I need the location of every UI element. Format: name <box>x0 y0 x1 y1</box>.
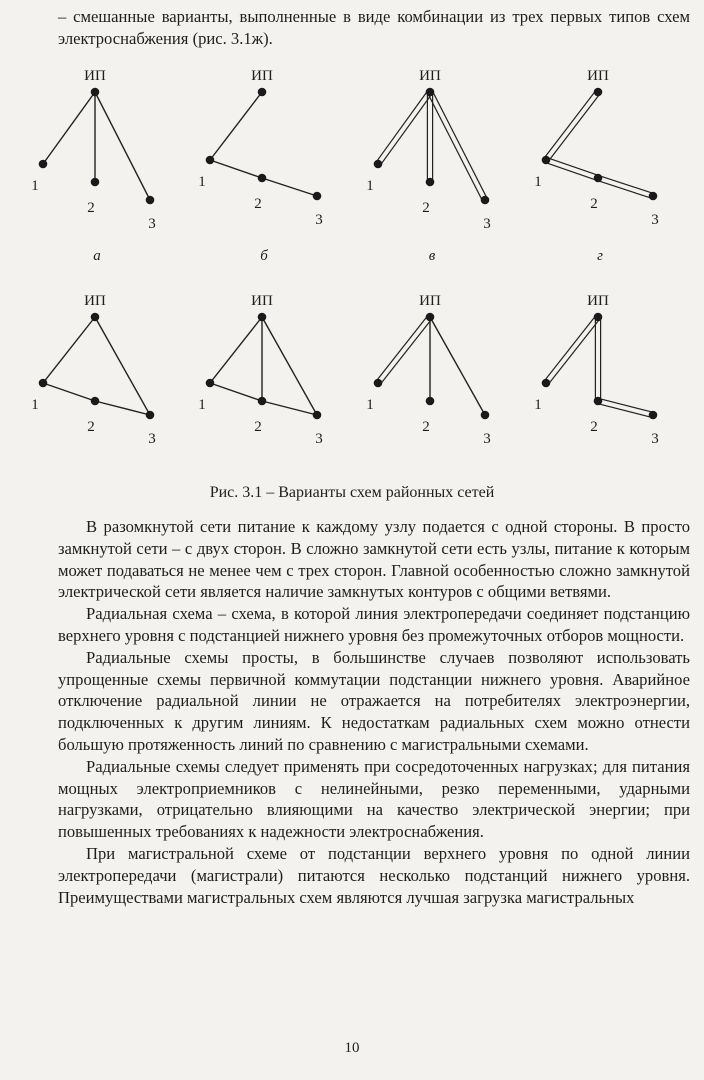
variant-3-node-label-1: 1 <box>366 178 374 194</box>
variant-1-node-ip <box>91 88 100 97</box>
variant-3-link-ip-3-a <box>428 93 483 201</box>
variant-4-link-ip-1-b <box>548 94 600 162</box>
variant-5-node-label-3: 3 <box>148 431 156 447</box>
body-text <box>58 516 690 908</box>
variant-4-link-1-2-a <box>545 162 597 180</box>
variant-5-link-ip-1 <box>43 317 95 383</box>
variant-6-node-label-2: 2 <box>254 419 262 435</box>
variant-5-node-label-2: 2 <box>87 419 95 435</box>
variant-4-node-label-2: 2 <box>590 196 598 212</box>
variant-1-source-label: ИП <box>84 68 106 84</box>
variant-5-node-3 <box>146 411 155 420</box>
variant-8-node-label-1: 1 <box>534 397 542 413</box>
variant-4-label: г <box>597 248 603 264</box>
variant-4-node-label-1: 1 <box>534 174 542 190</box>
variant-3-node-2 <box>426 178 435 187</box>
variant-8-node-label-2: 2 <box>590 419 598 435</box>
variant-7-node-2 <box>426 397 435 406</box>
variant-6-node-ip <box>258 313 267 322</box>
variant-5-link-1-2 <box>43 383 95 401</box>
variant-4-link-ip-1-a <box>544 90 596 158</box>
variant-6-link-ip-1 <box>210 317 262 383</box>
variant-3-source-label: ИП <box>419 68 441 84</box>
variant-4-link-2-3-b <box>599 176 654 194</box>
variant-3-label: в <box>428 248 436 264</box>
variant-2-node-label-2: 2 <box>254 196 262 212</box>
variant-4-node-label-3: 3 <box>651 212 659 228</box>
variant-8-node-3 <box>649 411 658 420</box>
variant-5-link-2-3 <box>95 401 150 415</box>
variant-5-source-label: ИП <box>84 293 106 309</box>
variant-2-node-label-1: 1 <box>198 174 206 190</box>
paragraph-4: Радиальные схемы следует применять при сосредоточенных нагрузках; для питания мощных электроприемников с нелинейными, резко переменными, ударными нагрузками, отрицательно влияющими на качество электрической энергии; при повышенных требованиях к надежности электроснабжения. <box>58 756 690 842</box>
variant-8-node-ip <box>594 313 603 322</box>
variant-6-link-2-3 <box>262 401 317 415</box>
variant-8-source-label: ИП <box>587 293 609 309</box>
variant-3-link-ip-3-b <box>432 91 487 199</box>
variant-1-link-ip-3 <box>95 92 150 200</box>
variant-2-node-1 <box>206 156 215 165</box>
variant-7-node-ip <box>426 313 435 322</box>
variant-8-node-label-3: 3 <box>651 431 659 447</box>
variant-7-node-label-2: 2 <box>422 419 430 435</box>
intro-text: – смешанные варианты, выполненные в виде комбинации из трех первых типов схем электроснабжения (рис. 3.1ж). <box>58 7 690 48</box>
variant-6-link-1-2 <box>210 383 262 401</box>
paragraph-2: Радиальная схема – схема, в которой линия электропередачи соединяет подстанцию верхнего уровня с подстанцией нижнего уровня без промежуточных отборов мощности. <box>58 604 690 645</box>
variant-2-link-1-2 <box>210 160 262 178</box>
variant-1-node-1 <box>39 160 48 169</box>
intro-paragraph <box>58 6 690 50</box>
variant-2-node-2 <box>258 174 267 183</box>
variant-1-link-ip-1 <box>43 92 95 164</box>
variant-4-link-2-3-a <box>597 180 652 198</box>
variant-6-node-2 <box>258 397 267 406</box>
variant-2-link-2-3 <box>262 178 317 196</box>
variant-3-node-label-3: 3 <box>483 216 491 232</box>
variant-4-node-1 <box>542 156 551 165</box>
variant-8-node-1 <box>542 379 551 388</box>
variant-7-link-ip-3 <box>430 317 485 415</box>
network-diagrams <box>0 60 704 480</box>
variant-6-source-label: ИП <box>251 293 273 309</box>
variant-7-node-1 <box>374 379 383 388</box>
variant-1-node-2 <box>91 178 100 187</box>
variant-6-node-3 <box>313 411 322 420</box>
figure-3-1 <box>0 60 704 480</box>
variant-5-node-ip <box>91 313 100 322</box>
variant-7-link-ip-1-a <box>376 315 428 381</box>
variant-6-node-label-1: 1 <box>198 397 206 413</box>
variant-1-label: а <box>93 248 101 264</box>
paragraph-3: Радиальные схемы просты, в большинстве случаев позволяют использовать упрощенные схемы первичной коммутации подстанции нижнего уровня. Аварийное отключение радиальной линии не отражается на потребителях электроэнергии, подключенных к другим линиям. К недостаткам радиальных схем можно отнести большую протяженность линий по сравнению с магистральными схемами. <box>58 647 690 754</box>
variant-2-node-ip <box>258 88 267 97</box>
variant-6-node-label-3: 3 <box>315 431 323 447</box>
variant-4-node-3 <box>649 192 658 201</box>
variant-7-source-label: ИП <box>419 293 441 309</box>
variant-7-node-3 <box>481 411 490 420</box>
variant-5-node-2 <box>91 397 100 406</box>
variant-2-link-ip-1 <box>210 92 262 160</box>
variant-2-label: б <box>260 248 268 264</box>
paragraph-5: При магистральной схеме от подстанции верхнего уровня по одной линии электропередачи (магистрали) питаются несколько подстанций нижнего уровня. Преимуществами магистральных схем являются лучшая загрузка магистральных <box>58 843 690 907</box>
variant-1-node-3 <box>146 196 155 205</box>
variant-5-node-label-1: 1 <box>31 397 39 413</box>
variant-1-node-label-1: 1 <box>31 178 39 194</box>
variant-5-node-1 <box>39 379 48 388</box>
page-number: 10 <box>344 1040 360 1056</box>
variant-5-link-ip-3 <box>95 317 150 415</box>
variant-8-node-2 <box>594 397 603 406</box>
paragraph-1: В разомкнутой сети питание к каждому узлу подается с одной стороны. В просто замкнутой сети – с двух сторон. В сложно замкнутой сети есть узлы, питание к которым может подаваться не менее чем с трех сторон. Главной особенностью сложно замкнутой электрической сети является наличие замкнутых контуров с общими ветвями. <box>58 517 690 602</box>
variant-1-node-label-2: 2 <box>87 200 95 216</box>
variant-3-node-label-2: 2 <box>422 200 430 216</box>
variant-1-node-label-3: 3 <box>148 216 156 232</box>
variant-7-node-label-3: 3 <box>483 431 491 447</box>
variant-3-node-ip <box>426 88 435 97</box>
variant-2-node-label-3: 3 <box>315 212 323 228</box>
variant-4-node-2 <box>594 174 603 183</box>
variant-7-link-ip-1-b <box>380 319 432 385</box>
variant-7-node-label-1: 1 <box>366 397 374 413</box>
variant-4-node-ip <box>594 88 603 97</box>
variant-8-link-ip-1-a <box>544 315 596 381</box>
variant-8-link-ip-1-b <box>548 319 600 385</box>
figure-caption: Рис. 3.1 – Варианты схем районных сетей <box>209 484 495 501</box>
variant-2-node-3 <box>313 192 322 201</box>
variant-2-source-label: ИП <box>251 68 273 84</box>
variant-3-node-1 <box>374 160 383 169</box>
variant-3-link-ip-1-b <box>380 94 432 166</box>
variant-6-node-1 <box>206 379 215 388</box>
variant-6-link-ip-3 <box>262 317 317 415</box>
variant-3-node-3 <box>481 196 490 205</box>
variant-4-link-1-2-b <box>547 158 599 176</box>
variant-4-source-label: ИП <box>587 68 609 84</box>
variant-3-link-ip-1-a <box>376 90 428 162</box>
